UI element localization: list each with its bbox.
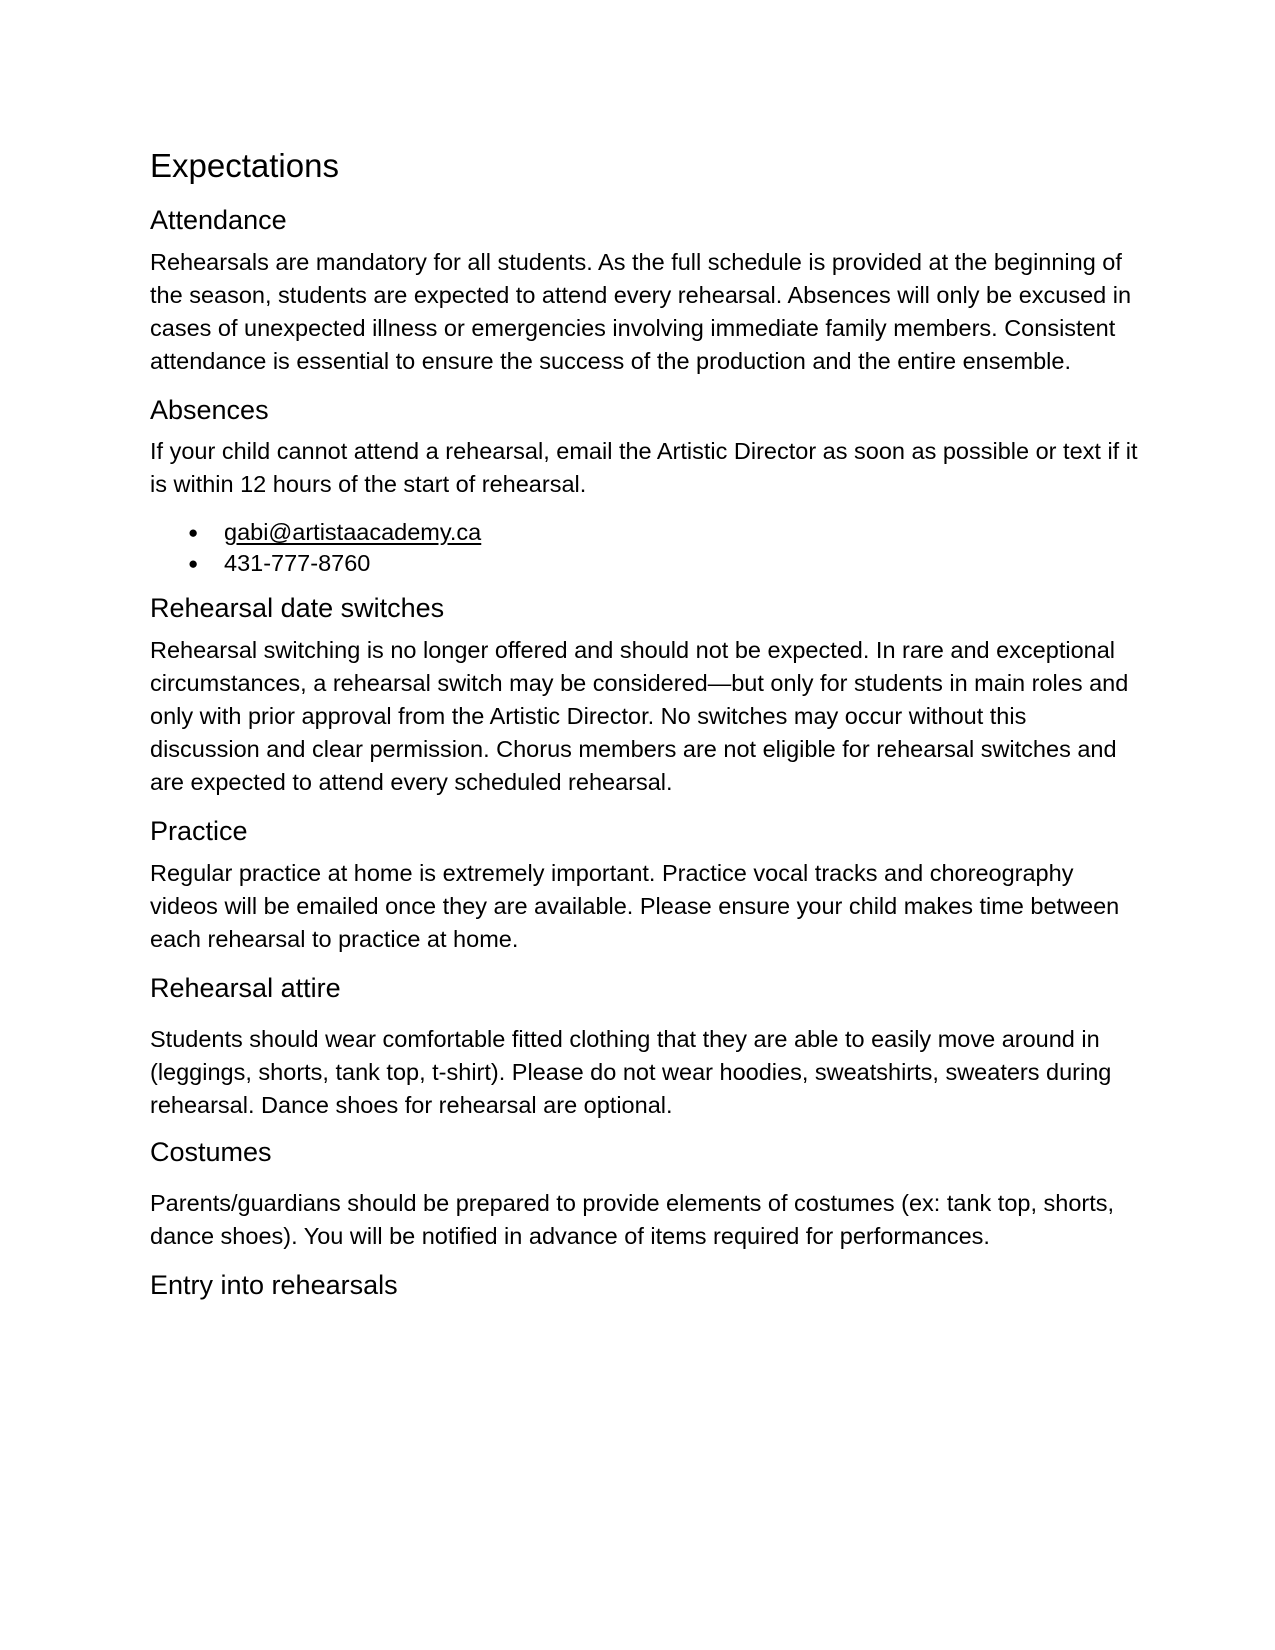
section-heading-attendance: Attendance (150, 205, 287, 235)
section-body-rehearsal-attire: Students should wear comfortable fitted clothing that they are able to easily move around in (leggings, shorts, tank top, t-shirt). Please do not wear hoodies, sweatshirts, sweaters during rehearsal. Dance shoes for rehearsal are optional. (150, 1026, 1112, 1118)
list-item (150, 517, 1140, 548)
document-page (150, 140, 1140, 1302)
list-item (150, 548, 1140, 579)
section-body-absences: If your child cannot attend a rehearsal, email the Artistic Director as soon as possible or text if it is within 12 hours of the start of rehearsal. (150, 438, 1138, 497)
section-body-costumes: Parents/guardians should be prepared to provide elements of costumes (ex: tank top, shorts, dance shoes). You will be notified in advance of items required for performances. (150, 1190, 1115, 1249)
section-heading-rehearsal-date-switches: Rehearsal date switches (150, 593, 445, 623)
section-body-attendance: Rehearsals are mandatory for all students. As the full schedule is provided at the beginning of the season, students are expected to attend every rehearsal. Absences will only be excused in cases of unexpected illness or emergencies involving immediate family members. Consistent attendance is essential to ensure the success of the production and the entire ensemble. (150, 249, 1132, 374)
phone-number: 431-777-8760 (224, 550, 371, 576)
bullet-icon: ● (188, 523, 199, 542)
section-heading-entry-into-rehearsals: Entry into rehearsals (150, 1270, 398, 1300)
bullet-icon: ● (188, 554, 199, 573)
section-heading-rehearsal-attire: Rehearsal attire (150, 973, 341, 1003)
section-body-rehearsal-date-switches: Rehearsal switching is no longer offered and should not be expected. In rare and exceptional circumstances, a rehearsal switch may be considered—but only for students in main roles and only with prior approval from the Artistic Director. No switches may occur without this discussion and clear permission. Chorus members are not eligible for rehearsal switches and are expected to attend every scheduled rehearsal. (150, 637, 1129, 795)
section-heading-absences: Absences (150, 395, 269, 425)
page-title: Expectations (150, 147, 339, 184)
section-heading-practice: Practice (150, 816, 248, 846)
section-body-practice: Regular practice at home is extremely important. Practice vocal tracks and choreography videos will be emailed once they are available. Please ensure your child makes time between each rehearsal to practice at home. (150, 860, 1120, 952)
contact-list (150, 517, 1140, 579)
email-link[interactable]: gabi@artistaacademy.ca (224, 519, 482, 545)
section-heading-costumes: Costumes (150, 1137, 272, 1167)
